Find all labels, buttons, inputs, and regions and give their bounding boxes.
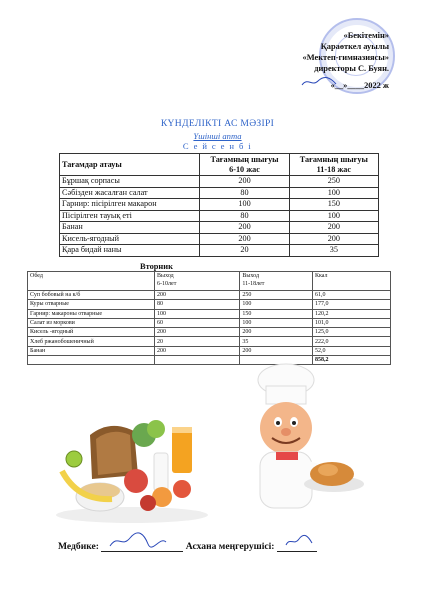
header-yield-11-18: Выход 11-18лет (240, 272, 313, 291)
kcal-total: 858,2 (312, 356, 390, 365)
director-signature (300, 75, 340, 89)
day-title: С е й с е н б і (182, 141, 253, 151)
menu-title: КҮНДЕЛІКТІ АС МӘЗІРІ (160, 118, 275, 129)
approval-line-1: «Бекітемін» (343, 31, 389, 40)
header-yield-11-18: Тағамның шығуы 11-18 жас (289, 154, 378, 176)
russian-menu-table (27, 271, 391, 365)
table-row: Банан 200 200 (60, 222, 379, 234)
table-row: Пісірілген тауық еті 80 100 (60, 210, 379, 222)
table-row: Қара бидай наны 20 35 (60, 245, 379, 257)
signature-footer (58, 541, 317, 552)
table-row: Бұршақ сорпасы 200 250 (60, 176, 379, 188)
russian-menu-title: Вторник (140, 262, 173, 271)
canteen-head-signature (284, 534, 314, 548)
table-row: Банан 200 200 52,0 (28, 346, 391, 355)
approval-line-4: директоры С. Буян. (314, 64, 389, 73)
approval-date: «__»____2022 ж (330, 81, 389, 90)
nurse-label: Медбике: (58, 541, 99, 552)
table-row: Суп бобовый на к/б 200 250 61,0 (28, 291, 391, 300)
kazakh-menu-table (59, 153, 379, 257)
chef-illustration (216, 362, 366, 532)
header-yield-6-10: Тағамның шығуы 6-10 жас (200, 154, 289, 176)
table-row: Хлеб ржанобошеничный 20 35 222,0 (28, 337, 391, 346)
table-row: Гарнир: макароны отварные 100 150 120,2 (28, 309, 391, 318)
approval-line-2: Қараөткел ауылы (320, 42, 389, 51)
approval-line-3: «Мектеп-гимназиясы» (302, 53, 389, 62)
week-title: Үшінші апта (193, 131, 242, 141)
healthy-food-illustration (52, 405, 212, 525)
nurse-signature (108, 532, 168, 550)
header-dish: Обед (28, 272, 155, 291)
canteen-head-label: Асхана меңгерушісі: (185, 541, 275, 552)
table-row: Салат из моркови 60 100 101,0 (28, 318, 391, 327)
table-row: Куры отварные 80 100 177,0 (28, 300, 391, 309)
table-row: Кисель -ягодный 200 200 125,0 (28, 328, 391, 337)
table-header-row (60, 154, 379, 176)
table-header-row (28, 272, 391, 291)
header-yield-6-10: Выход 6-10лет (155, 272, 240, 291)
table-row: Гарнир: пісірілген макарон 100 150 (60, 199, 379, 211)
table-row: Кисель-ягодный 200 200 (60, 233, 379, 245)
table-row: Сәбізден жасалған салат 80 100 (60, 187, 379, 199)
header-kcal: Ккал (312, 272, 390, 291)
header-dish-name: Тағамдар атауы (60, 154, 200, 176)
